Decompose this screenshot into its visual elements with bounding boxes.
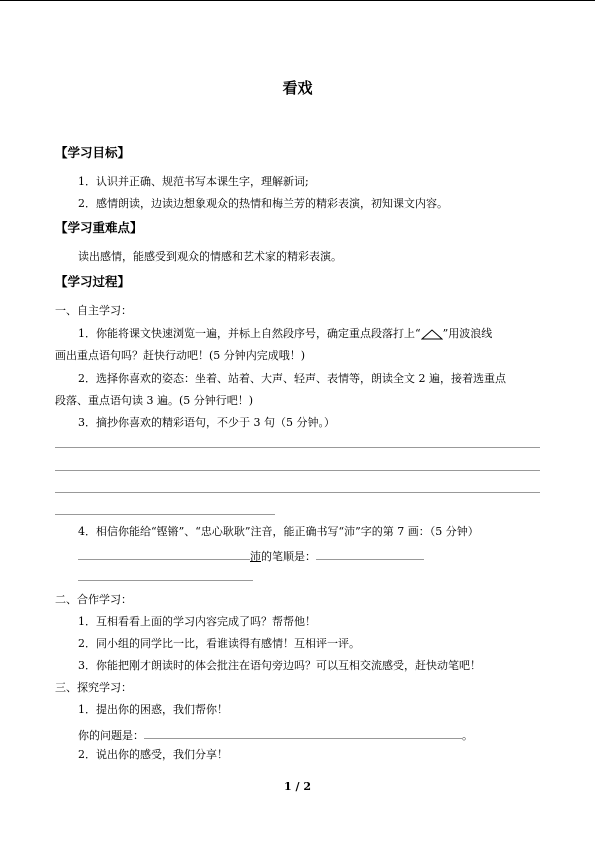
part1-q4: 4．相信你能给“铿锵”、“忠心耿耿”注音，能正确书写“沛”字的第 7 画：（5 分钟） xyxy=(78,525,479,538)
triangle-icon xyxy=(421,329,443,340)
part1-q1-text-b: ”用波浪线 xyxy=(442,327,493,340)
answer-line-1[interactable] xyxy=(55,447,540,448)
key-points-text: 读出感情，能感受到观众的情感和艺术家的精彩表演。 xyxy=(78,250,342,263)
part2-title: 二、合作学习： xyxy=(55,593,132,606)
part1-q1-text-a: 1．你能将课文快速浏览一遍，并标上自然段序号，确定重点段落打上“ xyxy=(78,327,421,340)
part3-item-1: 1．提出你的困惑，我们帮你！ xyxy=(78,703,228,716)
part1-q2-line1: 2．选择你喜欢的姿态：坐着、站着、大声、轻声、表情等，朗读全文 2 遍，接着选重点 xyxy=(78,372,506,385)
part1-q4-answer-row xyxy=(78,547,424,564)
stroke-order-blank[interactable] xyxy=(316,547,424,560)
question-row xyxy=(78,726,473,743)
question-label: 你的问题是： xyxy=(78,729,144,742)
answer-line-4[interactable] xyxy=(55,514,275,515)
heading-learning-process: 【学习过程】 xyxy=(55,274,131,289)
stroke-order-label: 的笔顺是： xyxy=(261,550,316,563)
part1-title: 一、自主学习： xyxy=(55,304,132,317)
answer-line-5[interactable] xyxy=(78,580,253,581)
pinyin-answer-blank[interactable] xyxy=(78,547,250,560)
part3-title: 三、探究学习： xyxy=(55,681,132,694)
page-title: 看戏 xyxy=(282,79,313,97)
part1-q2-line2: 段落、重点语句读 3 遍。(5 分钟行吧！) xyxy=(55,394,254,407)
part3-item-2: 2．说出你的感受，我们分享！ xyxy=(78,748,228,761)
part2-item-1: 1．互相看看上面的学习内容完成了吗？帮帮他！ xyxy=(78,615,316,628)
goal-item-2: 2．感情朗读，边读边想象观众的热情和梅兰芳的精彩表演，初知课文内容。 xyxy=(78,197,448,210)
heading-learning-goals: 【学习目标】 xyxy=(55,145,131,160)
part2-item-3: 3．你能把刚才朗读时的体会批注在语句旁边吗？可以互相交流感受，赶快动笔吧！ xyxy=(78,659,481,672)
answer-line-3[interactable] xyxy=(55,492,540,493)
answer-line-2[interactable] xyxy=(55,470,540,471)
part1-q1-line2: 画出重点语句吗？赶快行动吧！(5 分钟内完成哦！) xyxy=(55,349,306,362)
part1-q1-line1 xyxy=(78,327,492,341)
char-pei: 沛 xyxy=(250,550,261,563)
question-end: 。 xyxy=(462,729,473,742)
part1-q3: 3．摘抄你喜欢的精彩语句，不少于 3 句（5 分钟。） xyxy=(78,416,335,429)
page-number: 1 / 2 xyxy=(284,780,311,793)
part2-item-2: 2．同小组的同学比一比，看谁读得有感情！互相评一评。 xyxy=(78,637,360,650)
goal-item-1: 1．认识并正确、规范书写本课生字，理解新词; xyxy=(78,175,309,188)
question-blank[interactable] xyxy=(144,726,462,739)
heading-key-points: 【学习重难点】 xyxy=(55,220,143,235)
top-border xyxy=(0,0,595,1)
